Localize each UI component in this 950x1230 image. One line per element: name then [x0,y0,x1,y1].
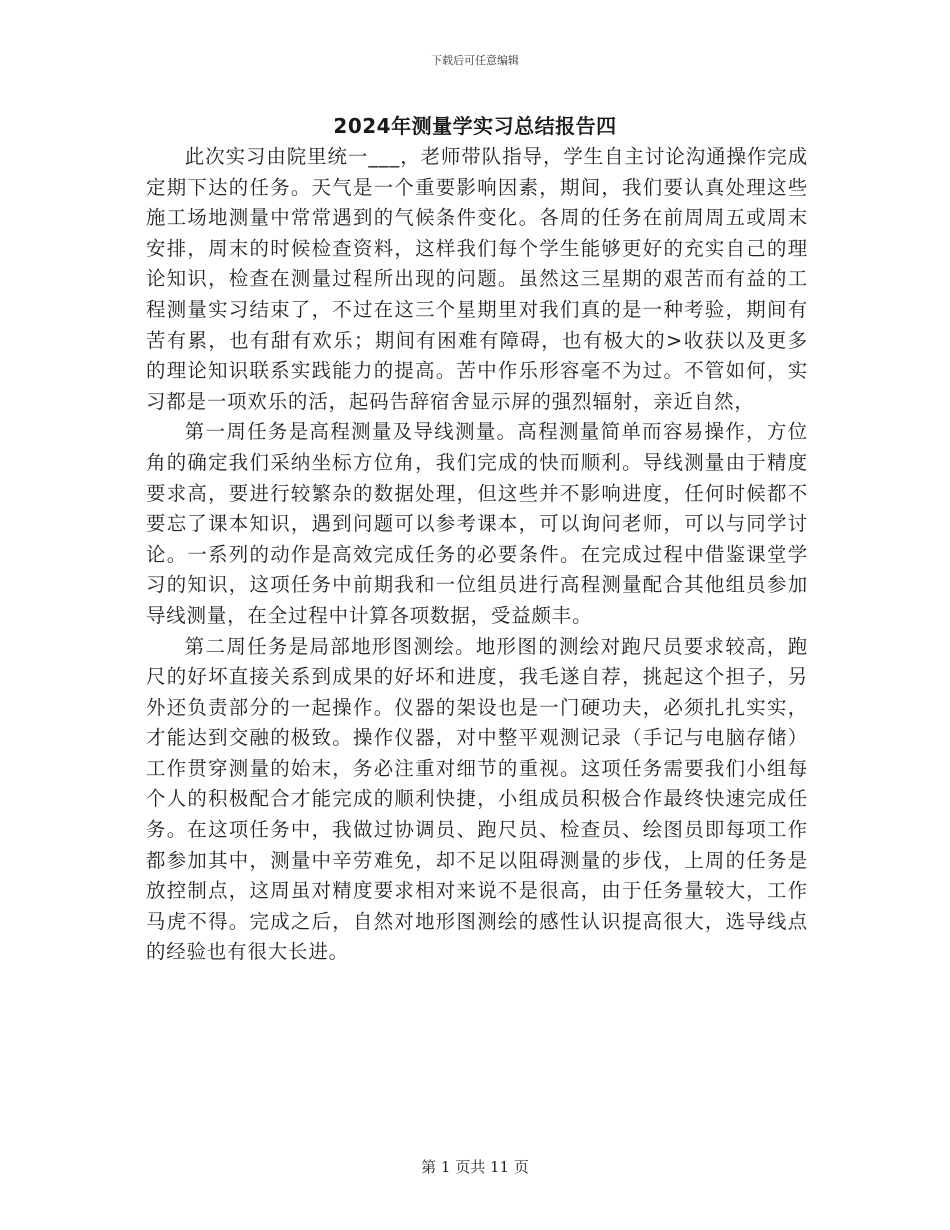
page-number-footer: 第 1 页共 11 页 [421,1158,529,1176]
paragraph-week-one: 第一周任务是高程测量及导线测量。高程测量简单而容易操作，方位角的确定我们采纳坐标方位角，我们完成的快而顺利。导线测量由于精度要求高，要进行较繁杂的数据处理，但这些并不影响进度，任何时候都不要忘了课本知识，遇到问题可以参考课本，可以询问老师，可以与同学讨论。一系列的动作是高效完成任务的必要条件。在完成过程中借鉴课堂学习的知识，这项任务中前期我和一位组员进行高程测量配合其他组员参加导线测量，在全过程中计算各项数据，受益颇丰。 [146,420,808,627]
document-body [146,142,808,968]
document-title: 2024年测量学实习总结报告四 [333,114,617,138]
paragraph-intro: 此次实习由院里统一___，老师带队指导，学生自主讨论沟通操作完成定期下达的任务。天气是一个重要影响因素，期间，我们要认真处理这些施工场地测量中常常遇到的气候条件变化。各周的任务在前周周五或周末安排，周末的时候检查资料，这样我们每个学生能够更好的充实自己的理论知识，检查在测量过程所出现的问题。虽然这三星期的艰苦而有益的工程测量实习结束了，不过在这三个星期里对我们真的是一种考验，期间有苦有累，也有甜有欢乐；期间有困难有障碍，也有极大的>收获以及更多的理论知识联系实践能力的提高。苦中作乐形容毫不为过。不管如何，实习都是一项欢乐的活，起码告辞宿舍显示屏的强烈辐射，亲近自然， [146,145,808,413]
paragraph-week-two: 第二周任务是局部地形图测绘。地形图的测绘对跑尺员要求较高，跑尺的好坏直接关系到成果的好坏和进度，我毛遂自荐，挑起这个担子，另外还负责部分的一起操作。仪器的架设也是一门硬功夫，必须扎扎实实，才能达到交融的极致。操作仪器，对中整平观测记录（手记与电脑存储）工作贯穿测量的始末，务必注重对细节的重视。这项任务需要我们小组每个人的积极配合才能完成的顺利快捷，小组成员积极合作最终快速完成任务。在这项任务中，我做过协调员、跑尺员、检查员、绘图员即每项工作都参加其中，测量中辛劳难免，却不足以阻碍测量的步伐，上周的任务是放控制点，这周虽对精度要求相对来说不是很高，由于任务量较大，工作马虎不得。完成之后，自然对地形图测绘的感性认识提高很大，选导线点的经验也有很大长进。 [146,634,808,964]
page-header-note: 下载后可任意编辑 [431,54,519,67]
